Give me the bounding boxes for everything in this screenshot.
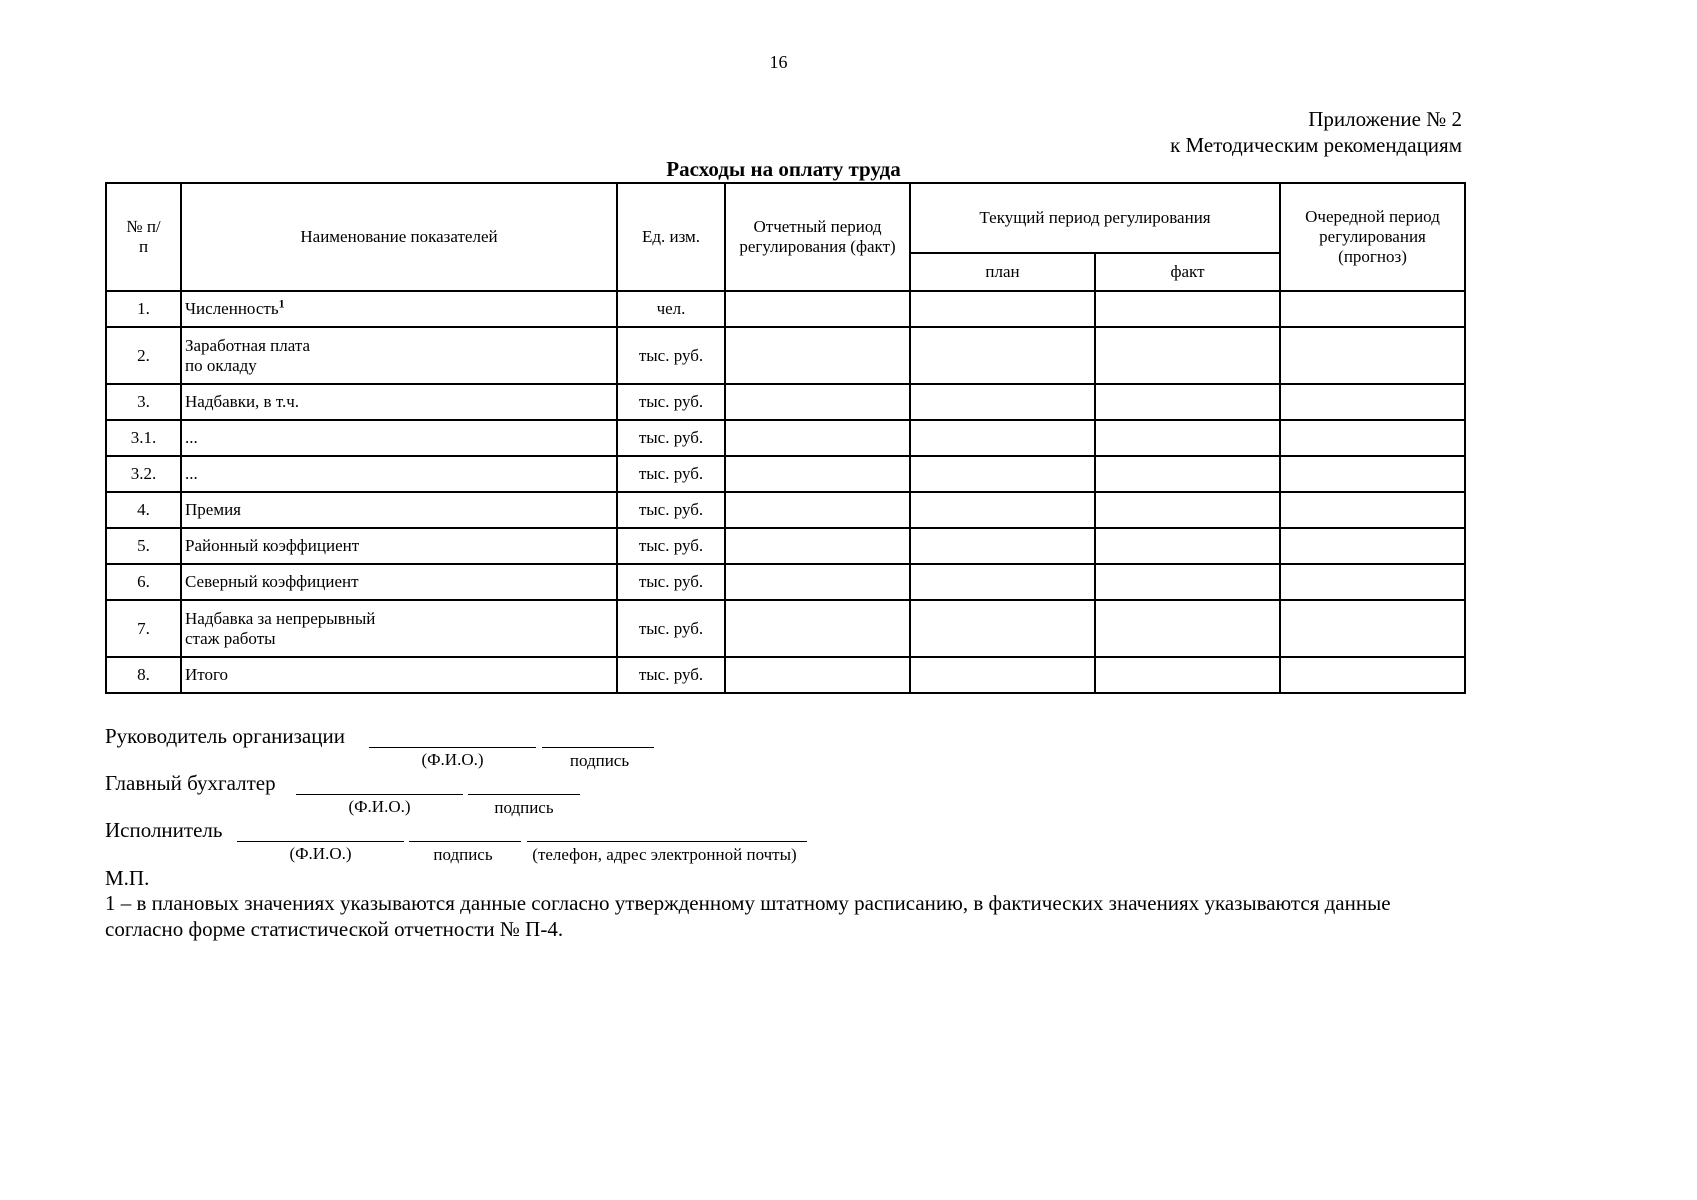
cell-current-fact[interactable] xyxy=(1095,492,1280,528)
executor-contact-line[interactable] xyxy=(527,841,807,842)
cell-next-forecast[interactable] xyxy=(1280,327,1465,384)
cell-reporting-fact[interactable] xyxy=(725,420,910,456)
executor-fio-line[interactable] xyxy=(237,841,404,842)
cell-current-fact[interactable] xyxy=(1095,291,1280,327)
row-number: 5. xyxy=(106,528,181,564)
accountant-fio-caption: (Ф.И.О.) xyxy=(348,797,411,816)
cell-current-plan[interactable] xyxy=(910,528,1095,564)
table-row xyxy=(106,528,1465,564)
row-name: Численность$^1$ xyxy=(181,291,617,327)
header-current-period: Текущий период регулирования xyxy=(910,183,1280,253)
row-unit: тыс. руб. xyxy=(617,492,725,528)
row-unit: тыс. руб. xyxy=(617,327,725,384)
table-row xyxy=(106,456,1465,492)
document-title: Расходы на оплату труда xyxy=(666,157,901,181)
cell-current-fact[interactable] xyxy=(1095,327,1280,384)
row-name: Надбавка за непрерывный стаж работы xyxy=(181,600,617,657)
row-number: 2. xyxy=(106,327,181,384)
row-unit: чел. xyxy=(617,291,725,327)
wage-expenses-table xyxy=(105,182,1466,694)
cell-next-forecast[interactable] xyxy=(1280,384,1465,420)
cell-current-fact[interactable] xyxy=(1095,600,1280,657)
row-number: 3. xyxy=(106,384,181,420)
row-number: 4. xyxy=(106,492,181,528)
row-name: ... xyxy=(181,456,617,492)
head-fio-caption: (Ф.И.О.) xyxy=(421,750,484,769)
cell-current-plan[interactable] xyxy=(910,657,1095,693)
cell-reporting-fact[interactable] xyxy=(725,657,910,693)
cell-next-forecast[interactable] xyxy=(1280,456,1465,492)
row-name: Районный коэффициент xyxy=(181,528,617,564)
cell-reporting-fact[interactable] xyxy=(725,528,910,564)
header-plan: план xyxy=(910,253,1095,291)
cell-current-fact[interactable] xyxy=(1095,384,1280,420)
cell-reporting-fact[interactable] xyxy=(725,564,910,600)
cell-next-forecast[interactable] xyxy=(1280,492,1465,528)
cell-current-plan[interactable] xyxy=(910,456,1095,492)
table-row xyxy=(106,384,1465,420)
table-row xyxy=(106,492,1465,528)
cell-next-forecast[interactable] xyxy=(1280,291,1465,327)
row-number: 8. xyxy=(106,657,181,693)
row-name: Северный коэффициент xyxy=(181,564,617,600)
stamp-place: М.П. xyxy=(105,866,150,890)
row-name: Надбавки, в т.ч. xyxy=(181,384,617,420)
row-name: ... xyxy=(181,420,617,456)
row-name: Премия xyxy=(181,492,617,528)
cell-next-forecast[interactable] xyxy=(1280,657,1465,693)
appendix-reference xyxy=(1170,106,1462,158)
table-row xyxy=(106,657,1465,693)
cell-current-fact[interactable] xyxy=(1095,420,1280,456)
cell-next-forecast[interactable] xyxy=(1280,528,1465,564)
row-unit: тыс. руб. xyxy=(617,384,725,420)
accountant-fio-line[interactable] xyxy=(296,794,463,795)
cell-current-fact[interactable] xyxy=(1095,564,1280,600)
cell-reporting-fact[interactable] xyxy=(725,456,910,492)
cell-reporting-fact[interactable] xyxy=(725,600,910,657)
row-unit: тыс. руб. xyxy=(617,600,725,657)
row-unit: тыс. руб. xyxy=(617,420,725,456)
header-row xyxy=(106,183,1465,253)
header-name: Наименование показателей xyxy=(181,183,617,291)
cell-current-plan[interactable] xyxy=(910,420,1095,456)
executor-signature-caption: подпись xyxy=(433,845,493,864)
table-row xyxy=(106,600,1465,657)
cell-current-plan[interactable] xyxy=(910,600,1095,657)
row-number: 7. xyxy=(106,600,181,657)
row-unit: тыс. руб. xyxy=(617,528,725,564)
header-unit: Ед. изм. xyxy=(617,183,725,291)
header-next-period: Очередной период регулирования (прогноз) xyxy=(1280,183,1465,291)
header-num: № п/п xyxy=(106,183,181,291)
appendix-line-2: к Методическим рекомендациям xyxy=(1170,133,1462,157)
head-signature-line[interactable] xyxy=(542,747,654,748)
cell-next-forecast[interactable] xyxy=(1280,564,1465,600)
accountant-signature-caption: подпись xyxy=(494,798,554,817)
footnote: 1 – в плановых значениях указываются данные согласно утвержденному штатному расписанию, в фактических значениях указываются данные согласно форме статистической отчетности № П-4. xyxy=(105,891,1391,941)
head-label: Руководитель организации xyxy=(105,724,345,748)
cell-current-plan[interactable] xyxy=(910,291,1095,327)
appendix-line-1: Приложение № 2 xyxy=(1308,107,1462,131)
row-number: 1. xyxy=(106,291,181,327)
cell-reporting-fact[interactable] xyxy=(725,384,910,420)
row-number: 3.1. xyxy=(106,420,181,456)
cell-next-forecast[interactable] xyxy=(1280,600,1465,657)
cell-reporting-fact[interactable] xyxy=(725,327,910,384)
row-name: Заработная плата по окладу xyxy=(181,327,617,384)
row-number: 6. xyxy=(106,564,181,600)
table-row xyxy=(106,327,1465,384)
header-reporting-period: Отчетный период регулирования (факт) xyxy=(725,183,910,291)
cell-current-fact[interactable] xyxy=(1095,456,1280,492)
cell-reporting-fact[interactable] xyxy=(725,492,910,528)
row-unit: тыс. руб. xyxy=(617,456,725,492)
table-row xyxy=(106,564,1465,600)
row-unit: тыс. руб. xyxy=(617,657,725,693)
page-number: 16 xyxy=(769,52,788,72)
cell-current-plan[interactable] xyxy=(910,492,1095,528)
executor-fio-caption: (Ф.И.О.) xyxy=(289,844,352,863)
head-signature-caption: подпись xyxy=(569,751,630,770)
accountant-signature-line[interactable] xyxy=(468,794,580,795)
table-row xyxy=(106,420,1465,456)
header-fact: факт xyxy=(1095,253,1280,291)
cell-reporting-fact[interactable] xyxy=(725,291,910,327)
footnote-marker: 1 xyxy=(278,296,285,311)
row-unit: тыс. руб. xyxy=(617,564,725,600)
row-name: Итого xyxy=(181,657,617,693)
cell-current-fact[interactable] xyxy=(1095,657,1280,693)
executor-label: Исполнитель xyxy=(105,818,223,842)
row-number: 3.2. xyxy=(106,456,181,492)
chief-accountant-label: Главный бухгалтер xyxy=(105,771,276,795)
executor-signature-line[interactable] xyxy=(409,841,521,842)
cell-current-plan[interactable] xyxy=(910,564,1095,600)
executor-contact-caption: (телефон, адрес электронной почты) xyxy=(532,845,797,864)
cell-next-forecast[interactable] xyxy=(1280,420,1465,456)
cell-current-plan[interactable] xyxy=(910,327,1095,384)
head-fio-line[interactable] xyxy=(369,747,536,748)
cell-current-plan[interactable] xyxy=(910,384,1095,420)
table-row xyxy=(106,291,1465,327)
cell-current-fact[interactable] xyxy=(1095,528,1280,564)
